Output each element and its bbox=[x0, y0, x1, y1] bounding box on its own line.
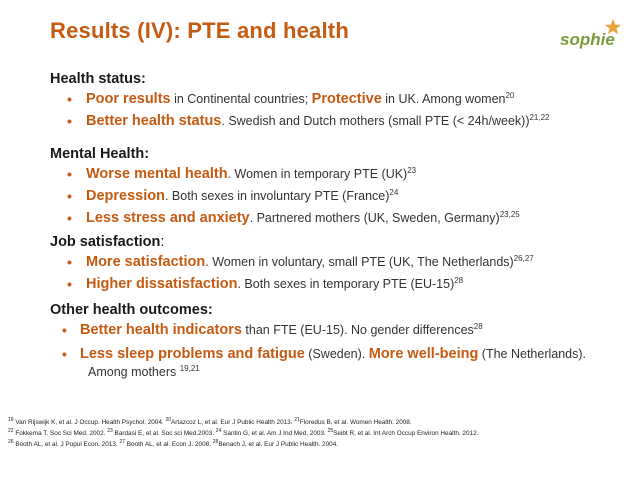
highlight-text: Better health indicators bbox=[80, 322, 242, 338]
logo-text: sophie bbox=[560, 30, 615, 49]
bullet-list bbox=[0, 90, 638, 130]
citation-superscript: 27 bbox=[119, 438, 125, 445]
continuation-line bbox=[0, 365, 638, 379]
body-text: Floredus B, et al. Women Health. 2008. bbox=[299, 419, 412, 426]
slide-title: Results (IV): PTE and health bbox=[50, 18, 349, 43]
highlight-text: More well-being bbox=[368, 346, 479, 362]
list-item bbox=[0, 165, 638, 183]
bullet-icon: • bbox=[67, 210, 72, 226]
citation-superscript: 23 bbox=[407, 165, 417, 175]
citation-superscript: 19,21 bbox=[179, 363, 200, 373]
sophie-logo bbox=[560, 18, 630, 52]
section-mental-health bbox=[0, 145, 638, 227]
body-text: Benach J, et al. Eur J Public Health. 2004. bbox=[218, 441, 339, 448]
list-item bbox=[0, 209, 638, 227]
body-text: Fokkema T. Soc Sci Med. 2002. bbox=[13, 430, 108, 437]
list-item bbox=[0, 187, 638, 205]
body-text: . Women in voluntary, small PTE (UK, The Netherlands) bbox=[205, 255, 514, 269]
list-item bbox=[0, 112, 638, 130]
citation-superscript: 28 bbox=[454, 275, 464, 285]
bullet-icon: • bbox=[67, 166, 72, 182]
section-heading bbox=[50, 233, 638, 251]
bullet-list bbox=[0, 253, 638, 293]
citation-superscript: 20 bbox=[505, 90, 515, 100]
body-text: in UK. Among women bbox=[381, 92, 506, 106]
highlight-text: Higher dissatisfaction bbox=[86, 276, 238, 292]
section-job-satisfaction bbox=[0, 233, 638, 293]
citation-superscript: 26,27 bbox=[513, 253, 534, 263]
citation-superscript: 26 bbox=[8, 438, 14, 445]
body-text: . Both sexes in involuntary PTE (France) bbox=[164, 189, 390, 203]
body-text: Bardasi E, et al. Soc sci Med.2003. bbox=[112, 430, 216, 437]
body-text: Artazcoz L, et al. Eur J Public Health 2013. bbox=[171, 419, 295, 426]
citation-superscript: 28 bbox=[473, 321, 483, 331]
highlight-text: Less stress and anxiety bbox=[86, 210, 250, 226]
citation-superscript: 19 bbox=[8, 416, 14, 423]
body-text: . Swedish and Dutch mothers (small PTE (< 24h/week)) bbox=[221, 114, 530, 128]
highlight-text: Worse mental health bbox=[86, 166, 228, 182]
bullet-list bbox=[0, 321, 638, 363]
bullet-list bbox=[0, 165, 638, 227]
citation-superscript: 23,25 bbox=[499, 209, 520, 219]
citation-superscript: 22 bbox=[8, 427, 14, 434]
highlight-text: Protective bbox=[311, 91, 382, 107]
citation-superscript: 23 bbox=[107, 427, 113, 434]
section-heading bbox=[50, 70, 638, 88]
citation-superscript: 20 bbox=[165, 416, 172, 423]
body-text: Santin G, et al. Am J Ind Med. 2003. bbox=[221, 430, 328, 437]
list-item bbox=[0, 253, 638, 271]
highlight-text: Depression bbox=[86, 188, 165, 204]
body-text: . Both sexes in temporary PTE (EU-15) bbox=[237, 277, 455, 291]
body-text: Among mothers bbox=[88, 365, 180, 379]
body-text: Van Rijswijk K, et al. J Occup. Health Psychol. 2004. bbox=[13, 419, 166, 426]
citation-superscript: 21 bbox=[294, 416, 300, 423]
body-text: (Sweden). bbox=[304, 347, 369, 361]
reference-line bbox=[8, 439, 633, 450]
section-other-health-outcomes bbox=[0, 301, 638, 379]
citation-superscript: 28 bbox=[212, 438, 219, 445]
body-text: (The Netherlands). bbox=[478, 347, 587, 361]
reference-line bbox=[8, 417, 633, 428]
section-heading-text: Health status: bbox=[50, 71, 146, 87]
heading-suffix: : bbox=[160, 234, 165, 250]
bullet-icon: • bbox=[67, 91, 72, 107]
body-text: Booth AL, et al. Econ J. 2008. bbox=[125, 441, 213, 448]
body-text: in Continental countries; bbox=[170, 92, 312, 106]
citation-superscript: 24 bbox=[389, 187, 399, 197]
bullet-icon: • bbox=[67, 113, 72, 129]
list-item bbox=[0, 345, 638, 363]
bullet-icon: • bbox=[62, 346, 67, 362]
body-text: Seibt R, et al. Int Arch Occup Environ Health. 2012. bbox=[333, 430, 479, 437]
section-heading-text: Other health outcomes: bbox=[50, 302, 213, 318]
section-heading-text: Mental Health: bbox=[50, 146, 150, 162]
citation-superscript: 24 bbox=[215, 427, 222, 434]
citation-superscript: 21,22 bbox=[529, 112, 550, 122]
bullet-icon: • bbox=[67, 276, 72, 292]
list-item bbox=[0, 275, 638, 293]
body-text: . Partnered mothers (UK, Sweden, Germany) bbox=[249, 211, 500, 225]
highlight-text: More satisfaction bbox=[86, 254, 206, 270]
body-text: . Women in temporary PTE (UK) bbox=[227, 167, 408, 181]
highlight-text: Less sleep problems and fatigue bbox=[80, 346, 305, 362]
section-heading bbox=[50, 301, 638, 319]
bullet-icon: • bbox=[62, 322, 67, 338]
references bbox=[8, 417, 633, 450]
bullet-icon: • bbox=[67, 188, 72, 204]
section-health-status bbox=[0, 70, 638, 130]
section-heading-text: Job satisfaction bbox=[50, 234, 161, 250]
bullet-icon: • bbox=[67, 254, 72, 270]
list-item bbox=[0, 90, 638, 108]
list-item bbox=[0, 321, 638, 339]
highlight-text: Better health status bbox=[86, 113, 222, 129]
body-text: Booth AL, et al. J Popul Econ. 2013. bbox=[13, 441, 120, 448]
highlight-text: Poor results bbox=[86, 91, 171, 107]
citation-superscript: 25 bbox=[327, 427, 334, 434]
reference-line bbox=[8, 428, 633, 439]
body-text: than FTE (EU-15). No gender differences bbox=[241, 323, 474, 337]
section-heading bbox=[50, 145, 638, 163]
